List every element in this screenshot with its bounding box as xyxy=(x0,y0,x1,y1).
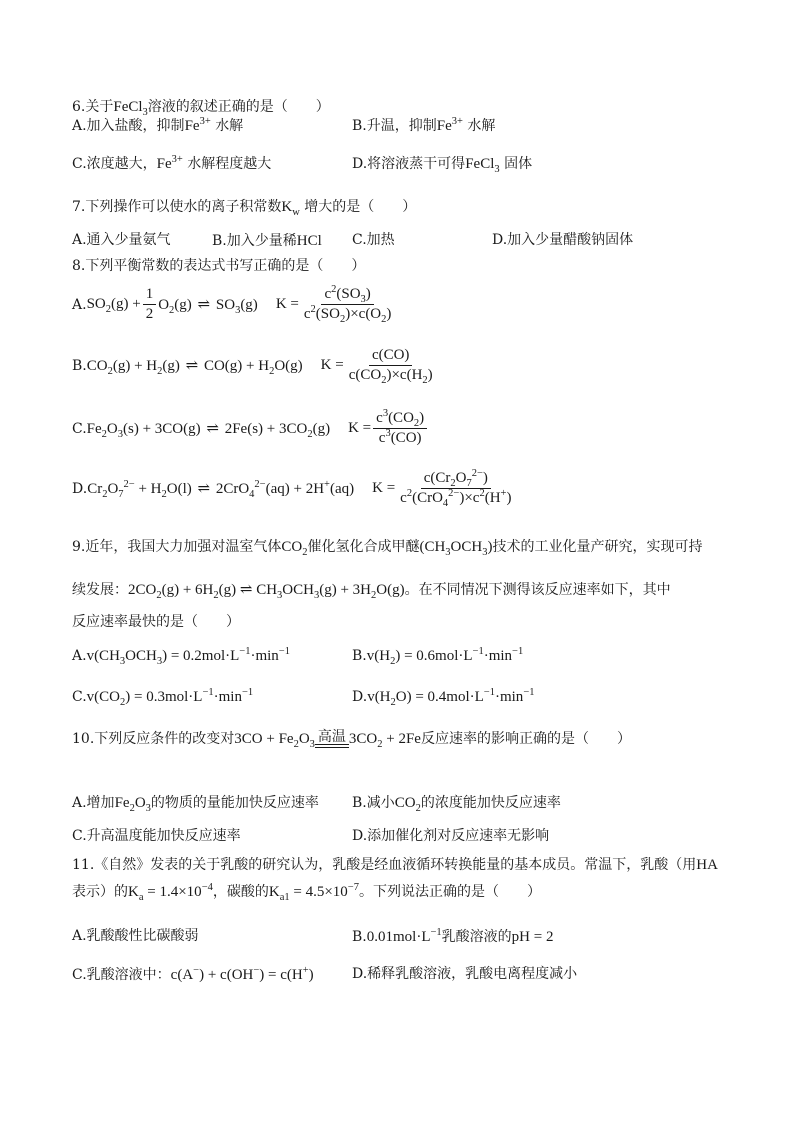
q11-option-a: A.乳酸酸性比碳酸弱 xyxy=(72,928,199,944)
q9-option-d: $D.v(H_2O) = 0.4mol\cdot L^{-1}\cdot\min^{-1}$ xyxy=(352,687,535,708)
q7-option-d: D.加入少量醋酸钠固体 xyxy=(492,232,634,248)
q7-option-b: B.加入少量稀HCl xyxy=(212,233,322,249)
q8-option-a: A. $SO_2(g)$ + $\frac{1}{2}$ $O_2(g)$ ⇌ $SO_3(g)$ K = $\frac{c^2(SO_3)}{c^2(SO_2)\times c(O_2)}$ xyxy=(72,284,392,325)
q6-option-b: B.升温，抑制$Fe^{3+}$ 水解 xyxy=(352,116,496,134)
q8-option-c: C. $Fe_2O_3(s) + 3CO(g)$ ⇌ $2Fe(s) + 3CO_2(g)$ K = $\frac{c^3(CO_2)}{c^3(CO)}$ xyxy=(72,410,429,447)
q6-stem: 6.关于FeCl$_3$溶液的叙述正确的是（ ） xyxy=(72,99,330,118)
q6-option-a: A.加入盐酸，抑制$Fe^{3+}$ 水解 xyxy=(72,116,244,134)
q11-stem-line2: 表示）的$K_a = 1.4\times 10^{-4}$，碳酸的$K_{a1} = 4.5\times 10^{-7}$。下列说法正确的是（ ） xyxy=(72,882,541,903)
q9-stem-line3: 反应速率最快的是（ ） xyxy=(72,614,240,630)
high-temp-condition: 高温 xyxy=(315,730,349,748)
q9-option-b: $B.v(H_2) = 0.6mol\cdot L^{-1}\cdot\min^{-1}$ xyxy=(352,646,524,667)
q7-option-c: C.加热 xyxy=(352,232,395,248)
q8-option-b: B. $CO_2(g) + H_2(g)$ ⇌ $CO(g) + H_2O(g)$ K = $\frac{c(CO)}{c(CO_2)\times c(H_2)}$ xyxy=(72,347,433,386)
q9-option-c: $C.v(CO_2) = 0.3mol\cdot L^{-1}\cdot\min^{-1}$ xyxy=(72,687,254,708)
q11-option-d: D.稀释乳酸溶液，乳酸电离程度减小 xyxy=(352,966,578,982)
q11-option-b: $B.0.01mol\cdot L^{-1}$乳酸溶液的pH = 2 xyxy=(352,927,554,945)
q7-stem: 7.下列操作可以使水的离子积常数$K_w$ 增大的是（ ） xyxy=(72,199,417,218)
q10-option-a: A.增加$Fe_2O_3$的物质的量能加快反应速率 xyxy=(72,795,319,814)
q8-option-d: D. $Cr_2O_7^{2-} + H_2O(l)$ ⇌ 2CrO$_4^{2-}$(aq) + 2H+(aq) K = $\frac{c(Cr_2O_7^{2-})}{c^2(CrO_4^{2-})\times c^2(H^+)}$ xyxy=(72,468,512,509)
q6-option-d: D.将溶液蒸干可得FeCl$_3$ 固体 xyxy=(352,156,533,175)
q11-option-c: C.乳酸溶液中：c(A−) + c(OH−) = c(H+) xyxy=(72,965,314,983)
q10-stem: 10.下列反应条件的改变对 $3CO + Fe_2O_3$ 高温 $3CO_2 + 2Fe$ 反应速率的影响正确的是（ ） xyxy=(72,729,631,750)
q6-option-c: C.浓度越大，$Fe^{3+}$ 水解程度越大 xyxy=(72,154,272,172)
q11-stem-line1: 11.《自然》发表的关于乳酸的研究认为，乳酸是经血液循环转换能量的基本成员。常温下，乳酸（用HA xyxy=(72,857,718,873)
q10-option-c: C.升高温度能加快反应速率 xyxy=(72,828,241,844)
q9-stem-line1: 9.近年，我国大力加强对温室气体$CO_2$催化氢化合成甲醚$(CH_3OCH_3)$技术的工业化量产研究，实现可持 xyxy=(72,539,703,558)
q8-stem: 8.下列平衡常数的表达式书写正确的是（ ） xyxy=(72,258,366,274)
q9-stem-line2: 续发展：$2CO_2(g) + 6H_2(g)$ ⇌ $CH_3OCH_3(g) + 3H_2O(g)$。在不同情况下测得该反应速率如下，其中 xyxy=(72,582,671,601)
q9-option-a: $A.v(CH_3OCH_3) = 0.2mol\cdot L^{-1}\cdot\min^{-1}$ xyxy=(72,646,290,667)
q7-option-a: A.通入少量氨气 xyxy=(72,232,171,248)
q10-option-b: B.减小$CO_2$的浓度能加快反应速率 xyxy=(352,795,561,814)
q10-option-d: D.添加催化剂对反应速率无影响 xyxy=(352,828,550,844)
